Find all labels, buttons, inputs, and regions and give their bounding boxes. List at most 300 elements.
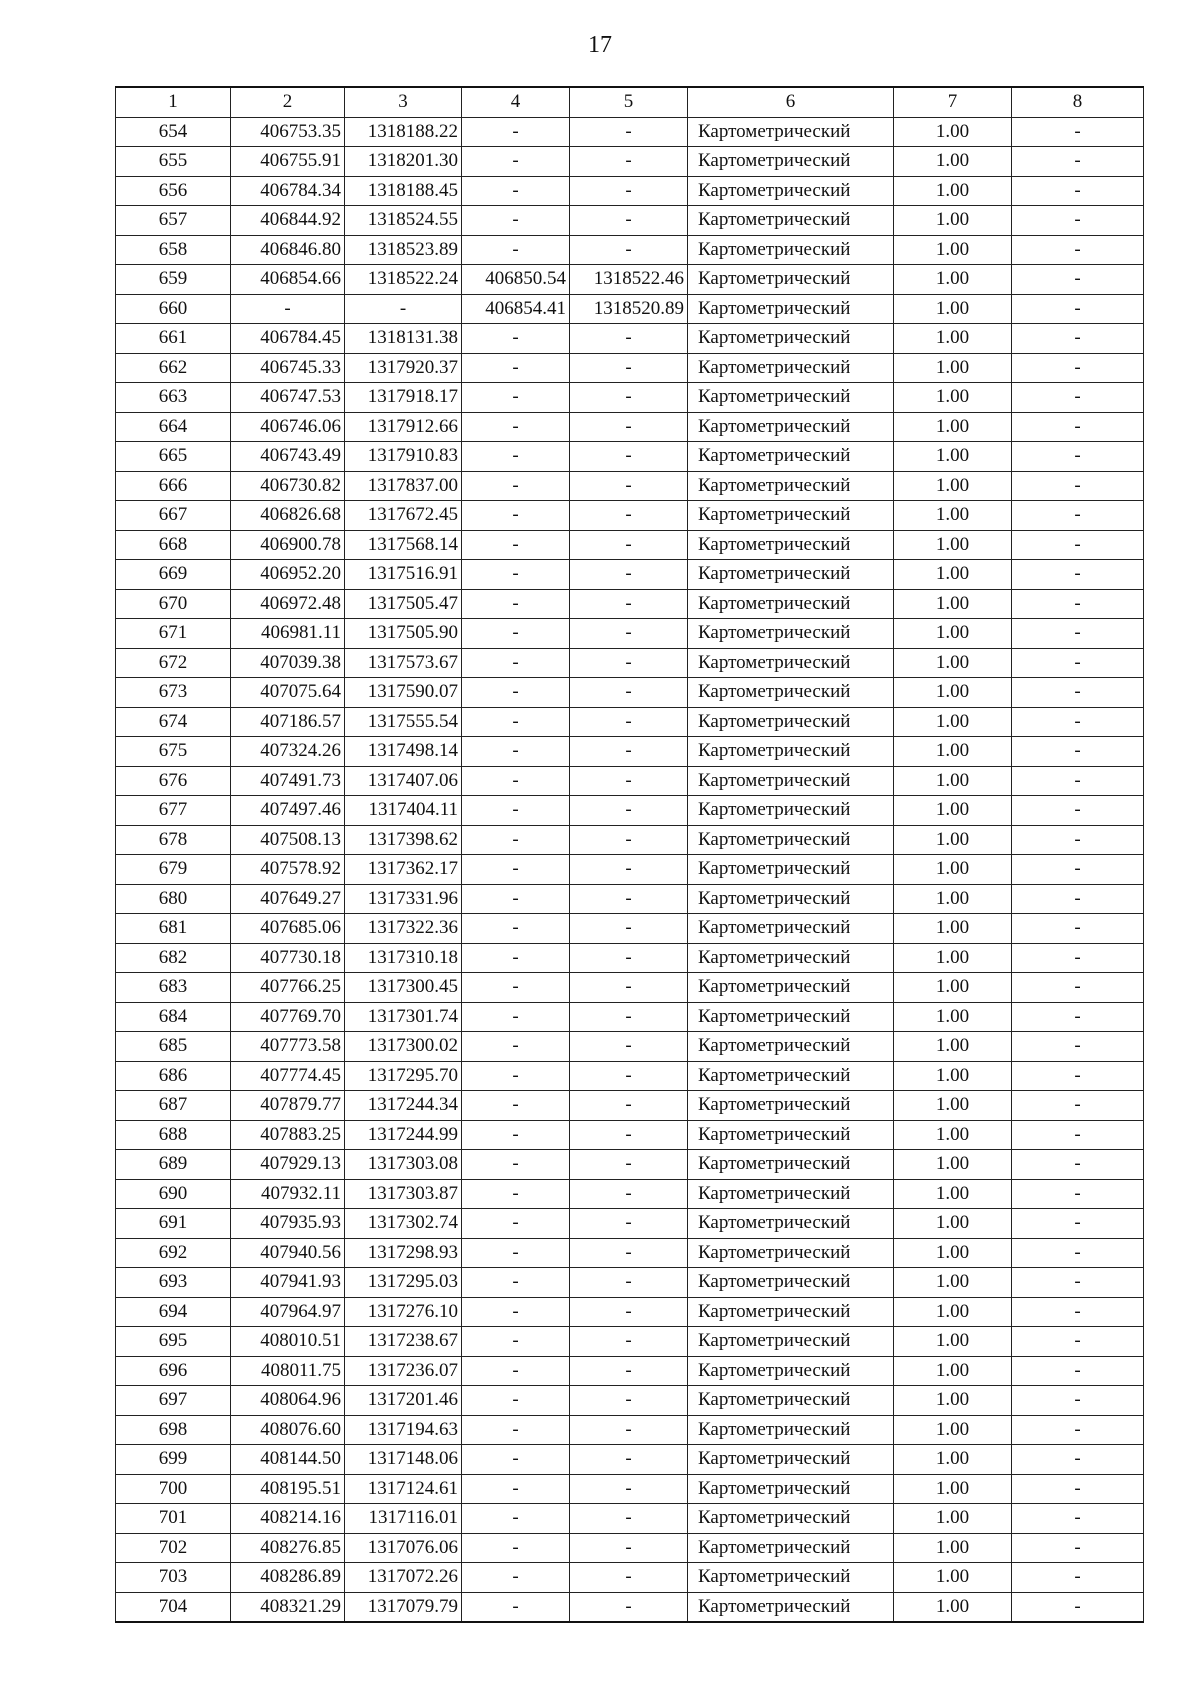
- cell-method: Картометрический: [688, 973, 894, 1003]
- cell-y-new-coordinate: -: [570, 353, 688, 383]
- cell-description: -: [1012, 560, 1144, 590]
- cell-method: Картометрический: [688, 1504, 894, 1534]
- column-header-5: 5: [570, 87, 688, 117]
- cell-method: Картометрический: [688, 147, 894, 177]
- cell-y-coordinate: 1317244.34: [345, 1091, 462, 1121]
- cell-description: -: [1012, 1120, 1144, 1150]
- table-row: [116, 471, 1144, 501]
- cell-x-coordinate: 407730.18: [231, 943, 345, 973]
- cell-y-coordinate: 1317236.07: [345, 1356, 462, 1386]
- cell-x-coordinate: 406844.92: [231, 206, 345, 236]
- cell-accuracy: 1.00: [894, 1238, 1012, 1268]
- table-row: [116, 560, 1144, 590]
- cell-accuracy: 1.00: [894, 737, 1012, 767]
- cell-point-number: 698: [116, 1415, 231, 1445]
- cell-y-new-coordinate: -: [570, 1327, 688, 1357]
- cell-y-new-coordinate: -: [570, 412, 688, 442]
- cell-x-new-coordinate: -: [462, 206, 570, 236]
- cell-x-new-coordinate: -: [462, 324, 570, 354]
- cell-point-number: 693: [116, 1268, 231, 1298]
- cell-accuracy: 1.00: [894, 206, 1012, 236]
- cell-description: -: [1012, 1032, 1144, 1062]
- cell-description: -: [1012, 442, 1144, 472]
- cell-description: -: [1012, 294, 1144, 324]
- cell-y-new-coordinate: -: [570, 1297, 688, 1327]
- cell-accuracy: 1.00: [894, 265, 1012, 295]
- cell-x-coordinate: 407774.45: [231, 1061, 345, 1091]
- cell-x-coordinate: 407491.73: [231, 766, 345, 796]
- cell-point-number: 704: [116, 1592, 231, 1622]
- table-row: [116, 619, 1144, 649]
- cell-x-coordinate: 406747.53: [231, 383, 345, 413]
- cell-point-number: 696: [116, 1356, 231, 1386]
- cell-y-coordinate: 1317194.63: [345, 1415, 462, 1445]
- cell-x-coordinate: 407940.56: [231, 1238, 345, 1268]
- cell-description: -: [1012, 1415, 1144, 1445]
- cell-y-coordinate: 1317079.79: [345, 1592, 462, 1622]
- cell-accuracy: 1.00: [894, 383, 1012, 413]
- cell-accuracy: 1.00: [894, 1563, 1012, 1593]
- cell-method: Картометрический: [688, 589, 894, 619]
- table-body: [116, 117, 1144, 1622]
- cell-y-coordinate: 1317912.66: [345, 412, 462, 442]
- cell-accuracy: 1.00: [894, 1386, 1012, 1416]
- cell-y-new-coordinate: -: [570, 1504, 688, 1534]
- cell-method: Картометрический: [688, 1386, 894, 1416]
- cell-y-new-coordinate: -: [570, 1150, 688, 1180]
- table-row: [116, 1445, 1144, 1475]
- cell-description: -: [1012, 707, 1144, 737]
- cell-x-coordinate: 408010.51: [231, 1327, 345, 1357]
- cell-y-new-coordinate: -: [570, 1061, 688, 1091]
- cell-accuracy: 1.00: [894, 766, 1012, 796]
- cell-x-new-coordinate: -: [462, 1268, 570, 1298]
- table-row: [116, 914, 1144, 944]
- cell-x-new-coordinate: -: [462, 1415, 570, 1445]
- cell-x-coordinate: 407935.93: [231, 1209, 345, 1239]
- cell-x-new-coordinate: -: [462, 1563, 570, 1593]
- cell-x-coordinate: 407186.57: [231, 707, 345, 737]
- cell-y-new-coordinate: -: [570, 1002, 688, 1032]
- cell-method: Картометрический: [688, 1268, 894, 1298]
- cell-y-coordinate: 1317672.45: [345, 501, 462, 531]
- cell-y-coordinate: 1317116.01: [345, 1504, 462, 1534]
- cell-y-new-coordinate: -: [570, 1268, 688, 1298]
- table-row: [116, 648, 1144, 678]
- cell-point-number: 664: [116, 412, 231, 442]
- cell-point-number: 676: [116, 766, 231, 796]
- cell-accuracy: 1.00: [894, 530, 1012, 560]
- cell-y-coordinate: 1318188.45: [345, 176, 462, 206]
- header-row: [116, 87, 1144, 117]
- cell-x-new-coordinate: -: [462, 501, 570, 531]
- cell-description: -: [1012, 265, 1144, 295]
- cell-x-coordinate: 407929.13: [231, 1150, 345, 1180]
- cell-description: -: [1012, 353, 1144, 383]
- cell-y-new-coordinate: -: [570, 678, 688, 708]
- cell-y-coordinate: 1317910.83: [345, 442, 462, 472]
- cell-accuracy: 1.00: [894, 353, 1012, 383]
- cell-point-number: 688: [116, 1120, 231, 1150]
- cell-x-coordinate: 407039.38: [231, 648, 345, 678]
- cell-y-new-coordinate: -: [570, 1179, 688, 1209]
- cell-y-new-coordinate: -: [570, 530, 688, 560]
- cell-description: -: [1012, 412, 1144, 442]
- column-header-3: 3: [345, 87, 462, 117]
- cell-description: -: [1012, 117, 1144, 147]
- cell-x-new-coordinate: -: [462, 707, 570, 737]
- cell-method: Картометрический: [688, 501, 894, 531]
- cell-accuracy: 1.00: [894, 1504, 1012, 1534]
- cell-accuracy: 1.00: [894, 825, 1012, 855]
- table-row: [116, 825, 1144, 855]
- cell-accuracy: 1.00: [894, 1032, 1012, 1062]
- cell-x-coordinate: 406784.34: [231, 176, 345, 206]
- cell-y-new-coordinate: 1318522.46: [570, 265, 688, 295]
- cell-x-new-coordinate: -: [462, 1091, 570, 1121]
- cell-y-coordinate: 1317920.37: [345, 353, 462, 383]
- cell-accuracy: 1.00: [894, 1415, 1012, 1445]
- cell-description: -: [1012, 206, 1144, 236]
- cell-x-coordinate: 406746.06: [231, 412, 345, 442]
- cell-point-number: 701: [116, 1504, 231, 1534]
- cell-y-coordinate: 1317072.26: [345, 1563, 462, 1593]
- cell-x-coordinate: 407932.11: [231, 1179, 345, 1209]
- cell-y-coordinate: 1317298.93: [345, 1238, 462, 1268]
- cell-x-coordinate: 407649.27: [231, 884, 345, 914]
- cell-point-number: 681: [116, 914, 231, 944]
- table-header: [116, 87, 1144, 117]
- table-row: [116, 1032, 1144, 1062]
- cell-y-new-coordinate: -: [570, 973, 688, 1003]
- cell-x-new-coordinate: -: [462, 1356, 570, 1386]
- cell-x-new-coordinate: -: [462, 589, 570, 619]
- table-row: [116, 501, 1144, 531]
- cell-x-new-coordinate: -: [462, 1120, 570, 1150]
- cell-accuracy: 1.00: [894, 648, 1012, 678]
- cell-description: -: [1012, 383, 1144, 413]
- cell-description: -: [1012, 973, 1144, 1003]
- cell-x-new-coordinate: -: [462, 1238, 570, 1268]
- cell-point-number: 677: [116, 796, 231, 826]
- cell-accuracy: 1.00: [894, 973, 1012, 1003]
- cell-x-new-coordinate: 406850.54: [462, 265, 570, 295]
- cell-method: Картометрический: [688, 1061, 894, 1091]
- cell-description: -: [1012, 1238, 1144, 1268]
- cell-x-new-coordinate: -: [462, 1533, 570, 1563]
- cell-description: -: [1012, 1386, 1144, 1416]
- cell-accuracy: 1.00: [894, 1179, 1012, 1209]
- cell-point-number: 699: [116, 1445, 231, 1475]
- cell-x-coordinate: 408076.60: [231, 1415, 345, 1445]
- cell-point-number: 687: [116, 1091, 231, 1121]
- cell-point-number: 682: [116, 943, 231, 973]
- cell-y-new-coordinate: -: [570, 796, 688, 826]
- cell-point-number: 657: [116, 206, 231, 236]
- cell-y-coordinate: 1317404.11: [345, 796, 462, 826]
- cell-method: Картометрический: [688, 1238, 894, 1268]
- cell-point-number: 702: [116, 1533, 231, 1563]
- cell-x-coordinate: 408321.29: [231, 1592, 345, 1622]
- cell-description: -: [1012, 1592, 1144, 1622]
- cell-y-new-coordinate: -: [570, 1209, 688, 1239]
- cell-x-new-coordinate: -: [462, 235, 570, 265]
- table-row: [116, 1179, 1144, 1209]
- cell-y-new-coordinate: -: [570, 206, 688, 236]
- cell-y-coordinate: 1317303.08: [345, 1150, 462, 1180]
- cell-point-number: 668: [116, 530, 231, 560]
- table-row: [116, 1592, 1144, 1622]
- cell-x-coordinate: 406981.11: [231, 619, 345, 649]
- cell-x-new-coordinate: -: [462, 855, 570, 885]
- cell-method: Картометрический: [688, 1415, 894, 1445]
- cell-y-coordinate: 1317300.45: [345, 973, 462, 1003]
- cell-x-new-coordinate: -: [462, 353, 570, 383]
- cell-point-number: 661: [116, 324, 231, 354]
- cell-x-coordinate: 406900.78: [231, 530, 345, 560]
- table-row: [116, 1297, 1144, 1327]
- cell-description: -: [1012, 648, 1144, 678]
- cell-x-new-coordinate: -: [462, 1504, 570, 1534]
- cell-description: -: [1012, 619, 1144, 649]
- cell-y-new-coordinate: -: [570, 147, 688, 177]
- cell-y-coordinate: 1317310.18: [345, 943, 462, 973]
- cell-y-coordinate: 1317124.61: [345, 1474, 462, 1504]
- cell-x-coordinate: 406745.33: [231, 353, 345, 383]
- cell-y-new-coordinate: -: [570, 737, 688, 767]
- cell-method: Картометрический: [688, 530, 894, 560]
- cell-description: -: [1012, 1504, 1144, 1534]
- cell-y-coordinate: 1317295.70: [345, 1061, 462, 1091]
- cell-point-number: 692: [116, 1238, 231, 1268]
- cell-x-coordinate: 406730.82: [231, 471, 345, 501]
- cell-y-coordinate: 1318524.55: [345, 206, 462, 236]
- cell-method: Картометрический: [688, 825, 894, 855]
- cell-accuracy: 1.00: [894, 147, 1012, 177]
- cell-x-coordinate: 407685.06: [231, 914, 345, 944]
- cell-y-new-coordinate: -: [570, 943, 688, 973]
- cell-method: Картометрический: [688, 766, 894, 796]
- cell-y-new-coordinate: -: [570, 1415, 688, 1445]
- cell-point-number: 690: [116, 1179, 231, 1209]
- cell-y-coordinate: 1317505.90: [345, 619, 462, 649]
- cell-x-new-coordinate: -: [462, 1474, 570, 1504]
- cell-description: -: [1012, 884, 1144, 914]
- cell-y-new-coordinate: -: [570, 884, 688, 914]
- cell-method: Картометрический: [688, 353, 894, 383]
- table-row: [116, 324, 1144, 354]
- table-row: [116, 294, 1144, 324]
- cell-y-coordinate: 1317201.46: [345, 1386, 462, 1416]
- cell-y-coordinate: 1317398.62: [345, 825, 462, 855]
- cell-accuracy: 1.00: [894, 1445, 1012, 1475]
- cell-x-new-coordinate: -: [462, 796, 570, 826]
- cell-x-new-coordinate: -: [462, 1032, 570, 1062]
- cell-point-number: 694: [116, 1297, 231, 1327]
- cell-y-coordinate: 1317407.06: [345, 766, 462, 796]
- cell-y-new-coordinate: -: [570, 383, 688, 413]
- cell-x-coordinate: 406846.80: [231, 235, 345, 265]
- cell-x-coordinate: 407766.25: [231, 973, 345, 1003]
- cell-method: Картометрический: [688, 265, 894, 295]
- cell-method: Картометрический: [688, 1592, 894, 1622]
- cell-method: Картометрический: [688, 442, 894, 472]
- cell-point-number: 671: [116, 619, 231, 649]
- cell-x-new-coordinate: -: [462, 884, 570, 914]
- cell-accuracy: 1.00: [894, 1327, 1012, 1357]
- cell-accuracy: 1.00: [894, 707, 1012, 737]
- cell-point-number: 685: [116, 1032, 231, 1062]
- cell-method: Картометрический: [688, 1179, 894, 1209]
- cell-point-number: 691: [116, 1209, 231, 1239]
- cell-y-new-coordinate: -: [570, 1091, 688, 1121]
- cell-method: Картометрический: [688, 884, 894, 914]
- column-header-8: 8: [1012, 87, 1144, 117]
- cell-x-new-coordinate: -: [462, 1209, 570, 1239]
- cell-x-new-coordinate: -: [462, 1297, 570, 1327]
- table-row: [116, 147, 1144, 177]
- table-row: [116, 766, 1144, 796]
- cell-x-new-coordinate: -: [462, 471, 570, 501]
- cell-y-coordinate: 1317244.99: [345, 1120, 462, 1150]
- cell-description: -: [1012, 737, 1144, 767]
- cell-y-coordinate: 1318523.89: [345, 235, 462, 265]
- table-row: [116, 412, 1144, 442]
- cell-x-coordinate: 407769.70: [231, 1002, 345, 1032]
- cell-y-new-coordinate: -: [570, 1032, 688, 1062]
- cell-point-number: 659: [116, 265, 231, 295]
- cell-point-number: 662: [116, 353, 231, 383]
- cell-x-coordinate: 408214.16: [231, 1504, 345, 1534]
- cell-method: Картометрический: [688, 707, 894, 737]
- cell-method: Картометрический: [688, 678, 894, 708]
- cell-point-number: 663: [116, 383, 231, 413]
- cell-point-number: 680: [116, 884, 231, 914]
- table-row: [116, 884, 1144, 914]
- cell-method: Картометрический: [688, 294, 894, 324]
- cell-accuracy: 1.00: [894, 1150, 1012, 1180]
- cell-x-new-coordinate: -: [462, 1150, 570, 1180]
- cell-x-new-coordinate: -: [462, 648, 570, 678]
- cell-accuracy: 1.00: [894, 619, 1012, 649]
- cell-point-number: 695: [116, 1327, 231, 1357]
- cell-y-new-coordinate: -: [570, 707, 688, 737]
- cell-x-coordinate: 407075.64: [231, 678, 345, 708]
- cell-method: Картометрический: [688, 1327, 894, 1357]
- cell-method: Картометрический: [688, 560, 894, 590]
- column-header-4: 4: [462, 87, 570, 117]
- cell-x-new-coordinate: -: [462, 176, 570, 206]
- cell-x-new-coordinate: -: [462, 147, 570, 177]
- cell-point-number: 665: [116, 442, 231, 472]
- cell-point-number: 674: [116, 707, 231, 737]
- cell-x-coordinate: 407324.26: [231, 737, 345, 767]
- cell-y-new-coordinate: -: [570, 825, 688, 855]
- cell-method: Картометрический: [688, 206, 894, 236]
- cell-method: Картометрический: [688, 1032, 894, 1062]
- table-row: [116, 796, 1144, 826]
- table-row: [116, 1356, 1144, 1386]
- cell-description: -: [1012, 796, 1144, 826]
- table-row: [116, 855, 1144, 885]
- cell-x-new-coordinate: -: [462, 766, 570, 796]
- cell-method: Картометрический: [688, 1150, 894, 1180]
- cell-y-new-coordinate: -: [570, 648, 688, 678]
- cell-description: -: [1012, 147, 1144, 177]
- cell-point-number: 656: [116, 176, 231, 206]
- cell-y-coordinate: 1317918.17: [345, 383, 462, 413]
- cell-accuracy: 1.00: [894, 117, 1012, 147]
- cell-accuracy: 1.00: [894, 501, 1012, 531]
- cell-description: -: [1012, 1091, 1144, 1121]
- cell-description: -: [1012, 1563, 1144, 1593]
- cell-method: Картометрический: [688, 471, 894, 501]
- cell-accuracy: 1.00: [894, 1061, 1012, 1091]
- cell-method: Картометрический: [688, 412, 894, 442]
- cell-y-new-coordinate: -: [570, 766, 688, 796]
- cell-x-coordinate: 407578.92: [231, 855, 345, 885]
- table-row: [116, 1002, 1144, 1032]
- cell-point-number: 654: [116, 117, 231, 147]
- cell-y-coordinate: 1317573.67: [345, 648, 462, 678]
- cell-y-coordinate: 1317303.87: [345, 1179, 462, 1209]
- table-row: [116, 1238, 1144, 1268]
- cell-description: -: [1012, 1356, 1144, 1386]
- cell-description: -: [1012, 1150, 1144, 1180]
- cell-accuracy: 1.00: [894, 943, 1012, 973]
- cell-method: Картометрический: [688, 1533, 894, 1563]
- cell-x-coordinate: 407883.25: [231, 1120, 345, 1150]
- cell-x-new-coordinate: -: [462, 914, 570, 944]
- cell-description: -: [1012, 176, 1144, 206]
- cell-y-coordinate: 1317568.14: [345, 530, 462, 560]
- cell-accuracy: 1.00: [894, 1533, 1012, 1563]
- table-row: [116, 117, 1144, 147]
- cell-x-coordinate: 408011.75: [231, 1356, 345, 1386]
- cell-point-number: 678: [116, 825, 231, 855]
- cell-method: Картометрический: [688, 1002, 894, 1032]
- cell-point-number: 658: [116, 235, 231, 265]
- cell-y-coordinate: 1317837.00: [345, 471, 462, 501]
- cell-x-new-coordinate: -: [462, 1386, 570, 1416]
- cell-point-number: 697: [116, 1386, 231, 1416]
- cell-x-coordinate: 406952.20: [231, 560, 345, 590]
- cell-accuracy: 1.00: [894, 1356, 1012, 1386]
- cell-method: Картометрический: [688, 235, 894, 265]
- cell-x-coordinate: 406743.49: [231, 442, 345, 472]
- cell-y-coordinate: 1317301.74: [345, 1002, 462, 1032]
- table-row: [116, 973, 1144, 1003]
- cell-point-number: 684: [116, 1002, 231, 1032]
- column-header-1: 1: [116, 87, 231, 117]
- cell-y-new-coordinate: -: [570, 855, 688, 885]
- cell-y-new-coordinate: -: [570, 117, 688, 147]
- cell-accuracy: 1.00: [894, 1268, 1012, 1298]
- table-row: [116, 1209, 1144, 1239]
- cell-x-new-coordinate: -: [462, 117, 570, 147]
- table-row: [116, 1504, 1144, 1534]
- table-row: [116, 383, 1144, 413]
- cell-description: -: [1012, 1002, 1144, 1032]
- cell-description: -: [1012, 1268, 1144, 1298]
- cell-x-coordinate: 406972.48: [231, 589, 345, 619]
- table-row: [116, 943, 1144, 973]
- cell-method: Картометрический: [688, 648, 894, 678]
- table-row: [116, 1268, 1144, 1298]
- cell-y-coordinate: 1318188.22: [345, 117, 462, 147]
- cell-description: -: [1012, 324, 1144, 354]
- cell-accuracy: 1.00: [894, 176, 1012, 206]
